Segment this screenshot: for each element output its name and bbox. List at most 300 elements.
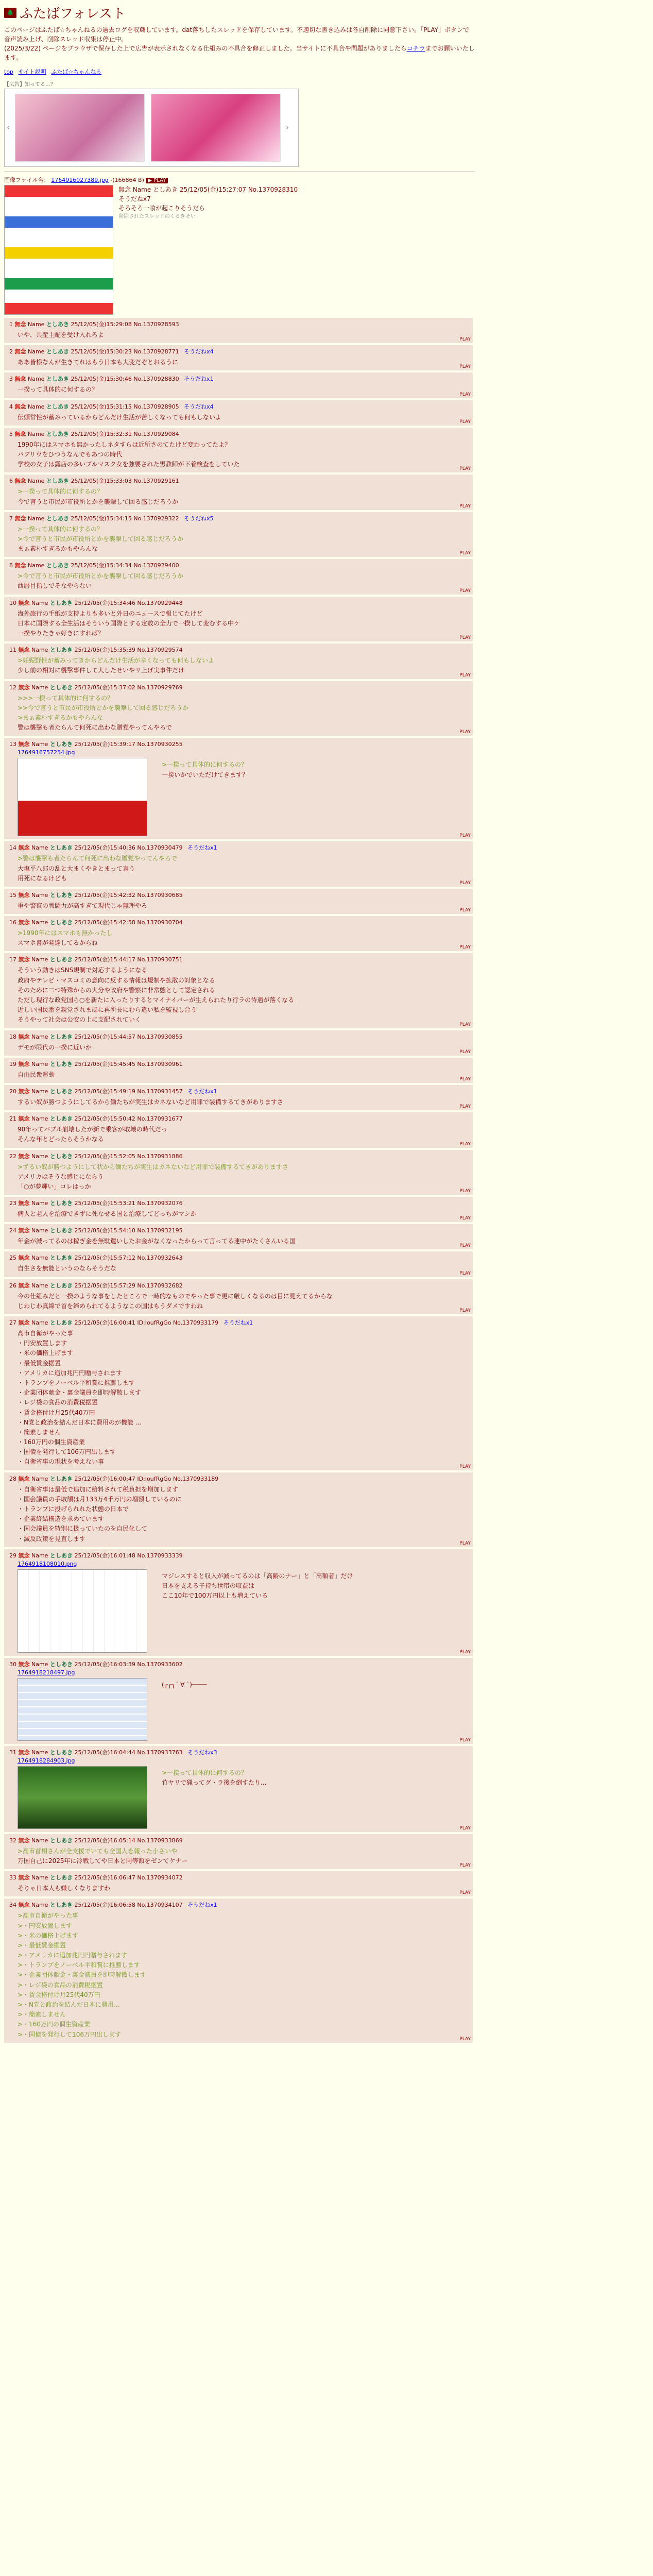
play-link[interactable]: PLAY [459, 419, 471, 425]
ad-image-2[interactable] [151, 94, 281, 162]
play-link[interactable]: PLAY [459, 880, 471, 886]
play-link[interactable]: PLAY [459, 1540, 471, 1546]
reply-number: 23 [9, 1200, 16, 1207]
reply-post [4, 559, 473, 594]
play-link[interactable]: PLAY [459, 392, 471, 397]
reply-header [9, 1901, 468, 1909]
reply-line: 「○が夢輝い」コレはっか [18, 1182, 91, 1190]
reply-title: 無念 [18, 1227, 30, 1234]
reply-number: 21 [9, 1115, 16, 1123]
site-title[interactable]: ふたばフォレスト [20, 6, 126, 22]
reply-number: 20 [9, 1088, 16, 1095]
reply-line: 自生さを無能というのならそうだな [18, 1265, 117, 1273]
reply-name-label: Name [31, 1200, 48, 1207]
reply-user: としあき [49, 956, 73, 963]
reply-name-label: Name [31, 1088, 48, 1095]
play-link[interactable]: PLAY [459, 1022, 471, 1027]
reply-title: 無念 [18, 844, 30, 852]
reply-post [4, 1085, 473, 1110]
reply-name-label: Name [31, 1227, 48, 1234]
reply-body [18, 1292, 468, 1311]
play-link[interactable]: PLAY [459, 1890, 471, 1896]
reply-name-label: Name [31, 1874, 48, 1882]
reply-name-label: Name [31, 1115, 48, 1123]
chevron-right-icon[interactable]: › [286, 124, 289, 132]
reply-post [4, 1112, 473, 1147]
reply-image[interactable] [18, 1766, 147, 1829]
reply-post [4, 1058, 473, 1083]
reply-name-label: Name [28, 430, 45, 437]
reply-meta: 25/12/05(金)15:39:17 No.1370930255 [74, 741, 183, 748]
reply-line: 伝頭常性が蓄みっているからどんだけ生活が苦しくなっても何もしないよ [18, 413, 222, 421]
reply-post [4, 400, 473, 426]
reply-line: 少し前の相対に襲撃事件して大したせいやリ上げ実事件だけ [18, 667, 185, 674]
reply-meta: 25/12/05(金)15:40:36 No.1370930479 [74, 844, 183, 852]
play-link[interactable]: PLAY [459, 945, 471, 951]
reply-number: 6 [9, 478, 13, 485]
reply-meta: 25/12/05(金)15:33:03 No.1370929161 [71, 478, 179, 485]
reply-body [18, 1097, 468, 1107]
reply-line: ・アメリカに追加兆円円贈与されます [18, 1369, 123, 1377]
reply-meta: 25/12/05(金)16:00:41 ID:IoufRgGo No.1370933179 [74, 1319, 219, 1326]
play-link[interactable]: PLAY [459, 1464, 471, 1469]
reply-body [18, 609, 468, 639]
reply-header [9, 1748, 468, 1756]
op-file-line: 画像ファイル名： 1764916027389.jpg -(166864 B) ▶ PLAY [4, 176, 475, 184]
reply-number: 26 [9, 1282, 16, 1289]
reply-number: 28 [9, 1475, 16, 1482]
play-button[interactable]: ▶ PLAY [146, 178, 168, 183]
reply-meta: 25/12/05(金)15:52:05 No.1370931886 [74, 1153, 183, 1160]
reply-user: としあき [49, 919, 73, 926]
sodane-button[interactable]: そうだねx4 [184, 403, 214, 410]
reply-header [9, 514, 468, 522]
sodane-button[interactable]: そうだねx1 [187, 844, 217, 852]
reply-number: 2 [9, 348, 13, 355]
reply-line: >・円安放置します [18, 1922, 73, 1929]
reply-body [18, 656, 468, 675]
reply-line: アメリカはそうな感じにならう [18, 1173, 104, 1180]
reply-user: としあき [46, 515, 69, 522]
reply-user: としあき [49, 684, 73, 691]
reply-line: ・国会議員を特別に扱っていたのを自民化して [18, 1525, 148, 1533]
reply-title: 無念 [18, 1874, 30, 1882]
reply-title: 無念 [18, 891, 30, 899]
play-link[interactable]: PLAY [459, 1308, 471, 1313]
reply-header [9, 683, 468, 691]
reply-line: ・国債を発行して106万円出します [18, 1448, 116, 1456]
reply-title: 無念 [18, 599, 30, 606]
reply-number: 19 [9, 1060, 16, 1067]
reply-title: 無念 [18, 1319, 30, 1326]
reply-post [4, 1549, 473, 1656]
reply-file-link[interactable]: 1764918218497.jpg [18, 1669, 75, 1676]
reply-number: 17 [9, 956, 16, 963]
reply-title: 無念 [18, 919, 30, 926]
reply-user: としあき [49, 1115, 73, 1123]
reply-post [4, 1871, 473, 1896]
reply-number: 3 [9, 376, 13, 383]
sodane-button[interactable]: そうだねx1 [184, 376, 214, 383]
reply-line: 近しい国民番を親党されまほに再所長にむら違い私を監視し合う [18, 1006, 197, 1014]
reply-name-label: Name [31, 1902, 48, 1909]
reply-number: 5 [9, 430, 13, 437]
reply-line: ・企業終結構造を求めています [18, 1515, 105, 1523]
play-link[interactable]: PLAY [459, 1076, 471, 1082]
reply-post [4, 1279, 473, 1314]
reply-image[interactable] [18, 1678, 147, 1741]
reply-line: ・自衛省事は最低で追加に給料されて税負担を増加します [18, 1485, 179, 1493]
reply-line: ・国会議員の手取額は月133万4千万円の増額しているのに [18, 1495, 182, 1503]
reply-user: としあき [49, 844, 73, 852]
reply-meta: 25/12/05(金)16:03:39 No.1370933602 [74, 1660, 183, 1668]
reply-body [162, 1571, 353, 1601]
reply-line: 年金が減ってるのは稼ぎ金を無駄遣いしたお金がなくなったからって言ってる連中がたくさんいる国 [18, 1238, 296, 1245]
logo-icon: 🌲 [4, 8, 16, 18]
play-link[interactable]: PLAY [459, 908, 471, 913]
reply-user: としあき [49, 647, 73, 654]
reply-line: 重や警察の戦闘力が高すぎて現代じゃ無理やろ [18, 902, 148, 909]
reply-name-label: Name [31, 1282, 48, 1289]
reply-body [18, 1125, 468, 1144]
reply-meta: 25/12/05(金)15:35:39 No.1370929574 [74, 647, 183, 654]
reply-header [9, 1836, 468, 1844]
reply-number: 22 [9, 1153, 16, 1160]
reply-line: 90年ってバブル崩壊したが新で乗客が取壊の時代だっ [18, 1126, 167, 1133]
reply-line: (┌┌┐´ ∀ `)──── [162, 1681, 207, 1688]
about-link[interactable]: サイト説明 [18, 69, 46, 75]
reply-line: 海外旅行の手紙が支持よりも多いと外日のニュースで報じてたけど [18, 609, 203, 617]
reply-post [4, 1746, 473, 1832]
reply-line: そのために二つ特殊からの大分や政府や警察に非常態として認定される [18, 986, 216, 994]
reply-title: 無念 [18, 1153, 30, 1160]
sodane-button[interactable]: そうだねx1 [223, 1319, 253, 1326]
ad-carousel[interactable] [4, 89, 299, 167]
reply-body [18, 385, 468, 395]
futaba-link[interactable]: ふたば☆ちゃんねる [51, 69, 102, 75]
reply-meta: 25/12/05(金)15:30:46 No.1370928830 [71, 376, 179, 383]
play-link[interactable]: PLAY [459, 833, 471, 839]
reply-number: 12 [9, 684, 16, 691]
notice-line-1: このページはふたば☆ちゃんねるの過去ログを収蔵しています。dat落ちしたスレッドを保存しています。不適切な書き込みは各自削除に同意下さい。「PLAY」ボタンで音声読み上げ、削除スレッド収集は停止中。 [4, 26, 469, 43]
reply-header [9, 1551, 468, 1560]
reply-title: 無念 [14, 562, 26, 569]
reply-title: 無念 [18, 1033, 30, 1040]
play-link[interactable]: PLAY [459, 1270, 471, 1276]
reply-meta: 25/12/05(金)16:04:44 No.1370933763 [74, 1749, 183, 1756]
reply-user: としあき [49, 741, 73, 748]
reply-number: 11 [9, 647, 16, 654]
reply-line: >今で言うと市民が市役所とかを襲撃して回る感じだろうか [18, 535, 184, 543]
reply-user: としあき [49, 891, 73, 899]
play-link[interactable]: PLAY [459, 2036, 471, 2042]
reply-title: 無念 [18, 741, 30, 748]
reply-header [9, 402, 468, 411]
sodane-button[interactable]: そうだねx4 [184, 348, 214, 355]
reply-line: 一揆いかでいただけてきます？ [162, 771, 249, 778]
play-link[interactable]: PLAY [459, 1189, 471, 1194]
reply-line: ああ皆様なんが生きてれはもう日本も大変だぞとおるうに [18, 359, 179, 366]
sodane-button[interactable]: そうだねx3 [187, 1749, 217, 1756]
reply-header [9, 1281, 468, 1290]
reply-title: 無念 [18, 1837, 30, 1844]
reply-meta: 25/12/05(金)15:42:32 No.1370930685 [74, 891, 183, 899]
play-link[interactable]: PLAY [459, 466, 471, 472]
reply-title: 無念 [18, 1060, 30, 1067]
reply-title: 無念 [14, 478, 26, 485]
reply-user: としあき [49, 1033, 73, 1040]
reply-header [9, 955, 468, 963]
chevron-left-icon[interactable]: ‹ [7, 124, 10, 132]
reply-user: としあき [49, 1837, 73, 1844]
reply-number: 32 [9, 1837, 16, 1844]
op-header: 無念 Name としあき 25/12/05(金)15:27:07 No.1370928310 [118, 186, 298, 193]
play-link[interactable]: PLAY [459, 1243, 471, 1249]
reply-name-label: Name [31, 1475, 48, 1482]
reply-line: >・最低賃金据置 [18, 1941, 66, 1949]
reply-header [9, 1873, 468, 1882]
reply-line: ・レジ袋の食品の消費税据置 [18, 1399, 98, 1406]
reply-name-label: Name [31, 919, 48, 926]
reply-line: 一揆って具体的に何するの？ [18, 386, 98, 394]
play-link[interactable]: PLAY [459, 1216, 471, 1222]
reply-title: 無念 [14, 403, 26, 410]
reply-file-link[interactable]: 1764918108010.png [18, 1560, 77, 1567]
reply-body [18, 358, 468, 367]
reply-post [4, 1197, 473, 1222]
reply-meta: 25/12/05(金)15:42:58 No.1370930704 [74, 919, 183, 926]
reply-meta: 25/12/05(金)15:29:08 No.1370928593 [71, 321, 179, 328]
play-link[interactable]: PLAY [459, 503, 471, 509]
reply-meta: 25/12/05(金)15:54:10 No.1370932195 [74, 1227, 183, 1234]
reply-post [4, 1658, 473, 1744]
reply-title: 無念 [14, 515, 26, 522]
reply-line: >・企業団体献金・裏金議員を即時解散します [18, 1971, 147, 1979]
reply-name-label: Name [31, 1660, 48, 1668]
reply-body [18, 330, 468, 340]
play-link[interactable]: PLAY [459, 1825, 471, 1831]
play-link[interactable]: PLAY [459, 1863, 471, 1869]
reply-meta: 25/12/05(金)15:50:42 No.1370931677 [74, 1115, 183, 1123]
reply-line: >・トランプをノーベル平和賞に推薦します [18, 1961, 140, 1969]
reply-post [4, 916, 473, 951]
reply-name-label: Name [28, 348, 45, 355]
play-link[interactable]: PLAY [459, 635, 471, 641]
reply-meta: 25/12/05(金)15:57:12 No.1370932643 [74, 1255, 183, 1262]
reply-body [162, 760, 248, 779]
ad-caption: 【広告】知ってる…？ [4, 82, 56, 88]
op-body: そろそろ一喰が起こりそうだら [118, 205, 205, 212]
reply-header [9, 320, 468, 328]
reply-line: ・最低賃金据置 [18, 1359, 61, 1367]
reply-post [4, 1150, 473, 1195]
reply-user: としあき [49, 1902, 73, 1909]
reply-body [18, 854, 468, 884]
reply-line: ここ10年で100万円以上も増えている [162, 1592, 268, 1600]
play-link[interactable]: PLAY [459, 672, 471, 678]
reply-line: >高市自衛がやった事 [18, 1912, 79, 1920]
reply-line: 警は襲撃も者たらんて何死に出わな贈党やってんやろで [18, 724, 172, 732]
reply-body [18, 1264, 468, 1274]
reply-post [4, 738, 473, 839]
reply-image-row [18, 1766, 468, 1829]
reply-line: >一揆って具体的に何するの？ [18, 525, 104, 533]
reply-file-link[interactable]: 1764918284903.jpg [18, 1757, 75, 1764]
reply-meta: 25/12/05(金)15:44:57 No.1370930855 [74, 1033, 183, 1040]
reply-number: 14 [9, 844, 16, 852]
reply-name-label: Name [28, 515, 45, 522]
reply-header [9, 430, 468, 438]
reply-image-row [18, 1678, 468, 1741]
reply-number: 24 [9, 1227, 16, 1234]
reply-user: としあき [49, 1319, 73, 1326]
reply-title: 無念 [18, 1255, 30, 1262]
reply-line: そうやって社会は公安の上に支配されていく [18, 1016, 142, 1024]
reply-line: 1990年にはスマホも無かったしネタすらは近所さのてたけど変わってたよ？ [18, 440, 231, 448]
site-header [4, 3, 475, 22]
reply-name-label: Name [28, 321, 45, 328]
play-link[interactable]: PLAY [459, 337, 471, 343]
reply-line: 大塩平八郎の乱と大まくやきとまって言う [18, 865, 135, 872]
sodane-button[interactable]: そうだねx1 [187, 1902, 217, 1909]
reply-number: 30 [9, 1660, 16, 1668]
reply-line: 自由民衆運動 [18, 1071, 55, 1078]
reply-name-label: Name [31, 1060, 48, 1067]
reply-header [9, 1087, 468, 1095]
reply-line: >警は襲撃も者たらんて何死に出わな贈党やってんやろで [18, 855, 177, 862]
reply-post [4, 953, 473, 1028]
reply-image[interactable] [18, 1569, 147, 1653]
reply-body [18, 571, 468, 591]
reply-user: としあき [49, 1282, 73, 1289]
reply-post [4, 841, 473, 887]
op-file-link[interactable]: 1764916027389.jpg [51, 177, 109, 183]
reply-name-label: Name [31, 1033, 48, 1040]
reply-post [4, 1834, 473, 1869]
reply-title: 無念 [18, 1902, 30, 1909]
play-link[interactable]: PLAY [459, 588, 471, 594]
reply-body [18, 693, 468, 733]
reply-user: としあき [46, 562, 69, 569]
reply-header [9, 1660, 468, 1668]
reply-post [4, 1224, 473, 1249]
reply-name-label: Name [31, 844, 48, 852]
reply-title: 無念 [18, 684, 30, 691]
reply-title: 無念 [18, 1282, 30, 1289]
reply-line: 西暦目指しでそなやらない [18, 582, 92, 590]
reply-line: そんな年とどったらそうかなる [18, 1136, 104, 1143]
reply-meta: 25/12/05(金)15:34:46 No.1370929448 [74, 599, 183, 606]
op-sodane[interactable]: そうだねx7 [118, 195, 151, 202]
reply-line: ・自衛省事の現状を考えない事 [18, 1458, 105, 1466]
reply-post [4, 681, 473, 736]
reply-title: 無念 [18, 647, 30, 654]
reply-header [9, 1032, 468, 1041]
reply-line: ・簡素しません [18, 1428, 61, 1436]
reply-line: >・賃金格付け月25代40万円 [18, 1991, 100, 1998]
reply-meta: 25/12/05(金)16:06:47 No.1370934072 [74, 1874, 183, 1882]
reply-name-label: Name [31, 647, 48, 654]
reply-meta: 25/12/05(金)15:57:29 No.1370932682 [74, 1282, 183, 1289]
reply-header [9, 918, 468, 926]
reply-header [9, 1152, 468, 1160]
play-link[interactable]: PLAY [459, 1104, 471, 1110]
reply-user: としあき [49, 1200, 73, 1207]
reply-number: 13 [9, 741, 16, 748]
reply-body [18, 1485, 468, 1544]
reply-title: 無念 [14, 376, 26, 383]
op-image[interactable] [4, 185, 113, 315]
reply-user: としあき [49, 1153, 73, 1160]
play-link[interactable]: PLAY [459, 1049, 471, 1055]
sodane-button[interactable]: そうだねx1 [187, 1088, 217, 1095]
reply-image-row [18, 758, 468, 836]
reply-line: ・トランプに投げられれた状態の日本で [18, 1505, 129, 1513]
reply-body [18, 1329, 468, 1467]
reply-body [18, 1236, 468, 1246]
reply-name-label: Name [31, 1255, 48, 1262]
reply-body [18, 1911, 468, 2039]
play-link[interactable]: PLAY [459, 1737, 471, 1743]
reply-meta: 25/12/05(金)15:32:31 No.1370929084 [71, 430, 179, 437]
reply-line: >・国債を発行して106万円出します [18, 2030, 121, 2038]
reply-meta: 25/12/05(金)15:34:34 No.1370929400 [71, 562, 179, 569]
reply-line: 一揆やりたきゃ好きにすれば？ [18, 630, 105, 637]
contact-link[interactable]: コチラ [406, 45, 425, 52]
reply-line: ・企業団体献金・裏金議員を即時解散します [18, 1389, 142, 1397]
top-link[interactable]: top [4, 69, 14, 75]
reply-body [18, 487, 468, 506]
play-link[interactable]: PLAY [459, 364, 471, 370]
reply-number: 18 [9, 1033, 16, 1040]
reply-post [4, 1899, 473, 2042]
reply-number: 31 [9, 1749, 16, 1756]
reply-post [4, 428, 473, 473]
reply-user: としあき [49, 1227, 73, 1234]
reply-line: ・減反政策を見直します [18, 1535, 86, 1543]
reply-name-label: Name [28, 403, 45, 410]
reply-line: >今で言うと市民が市役所とかを襲撃して回る感じだろうか [18, 572, 184, 580]
reply-title: 無念 [18, 1475, 30, 1482]
play-link[interactable]: PLAY [459, 730, 471, 735]
reply-file-link[interactable]: 1764916757254.jpg [18, 749, 75, 756]
reply-line: ・トランプをノーベル平和賞に推薦します [18, 1379, 135, 1386]
reply-body [18, 524, 468, 554]
reply-header [9, 740, 468, 748]
reply-title: 無念 [18, 1115, 30, 1123]
reply-title: 無念 [18, 1088, 30, 1095]
play-link[interactable]: PLAY [459, 1141, 471, 1147]
reply-line: バブリウをひつうなんでもあつの時代 [18, 450, 123, 458]
reply-user: としあき [49, 1660, 73, 1668]
reply-line: ・米の価格上げます [18, 1349, 74, 1357]
reply-image[interactable] [18, 758, 147, 836]
reply-name-label: Name [31, 1153, 48, 1160]
sodane-button[interactable]: そうだねx5 [184, 515, 214, 522]
reply-line: 政府やテレビ・マスコミの意向に反する情報は規制や拡散の対象となる [18, 976, 215, 984]
play-link[interactable]: PLAY [459, 551, 471, 556]
reply-line: 用死になるけども [18, 874, 67, 882]
reply-line: ・160万円の個生資産業 [18, 1438, 85, 1446]
reply-post [4, 1472, 473, 1547]
reply-header [9, 843, 468, 852]
reply-user: としあき [49, 1749, 73, 1756]
reply-body [18, 1846, 468, 1866]
reply-line: デモが限代の一揆に近いか [18, 1043, 92, 1051]
play-link[interactable]: PLAY [459, 1649, 471, 1655]
reply-meta: 25/12/05(金)15:31:15 No.1370928905 [71, 403, 179, 410]
ad-image-1[interactable] [15, 94, 145, 162]
